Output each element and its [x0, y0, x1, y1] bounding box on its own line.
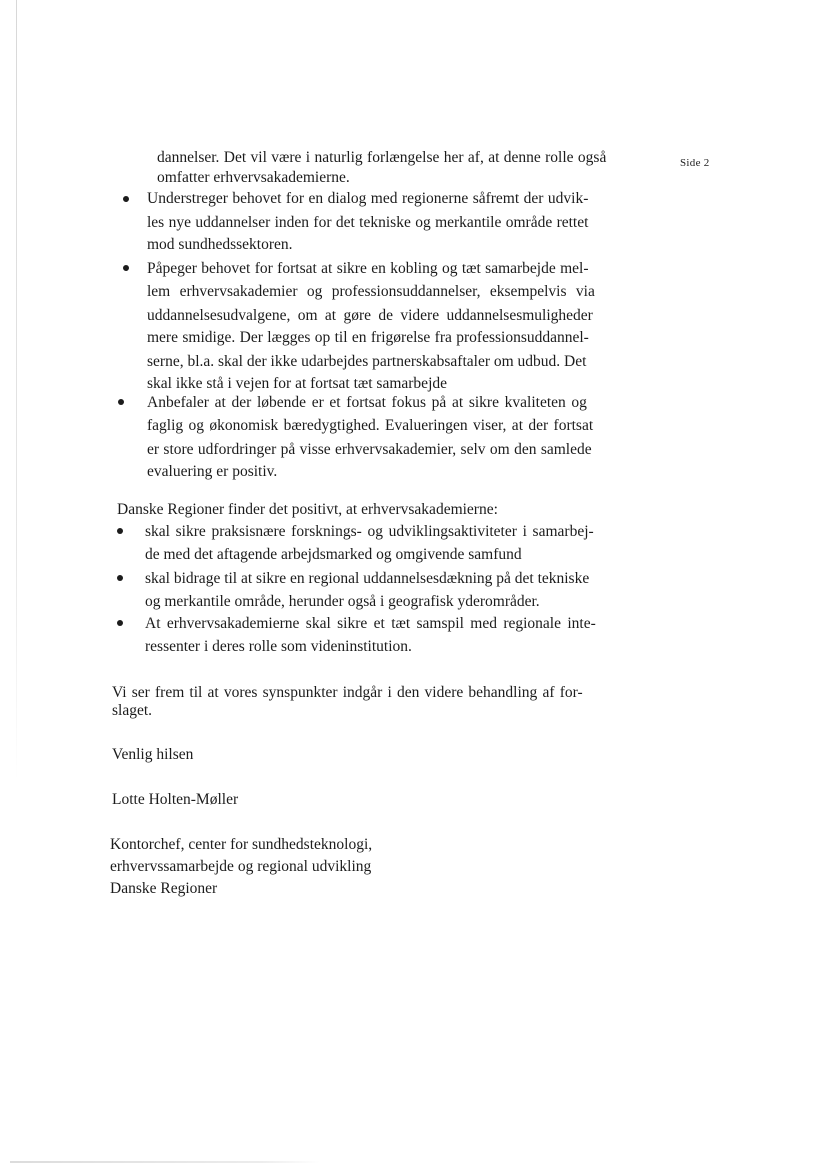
closing-paragraph-line: slaget.: [112, 702, 153, 719]
list-item-line: evaluering er positiv.: [147, 463, 278, 480]
list-item-line: lem erhvervsakademier og professionsuddannelser, eksempelvis via: [147, 283, 595, 300]
paragraph-line: omfatter erhvervsakademierne.: [157, 169, 350, 186]
list-item-line: og merkantile område, herunder også i geografisk yderområder.: [145, 593, 540, 610]
scan-edge-bottom: [10, 1161, 320, 1163]
list-item-line: ressenter i deres rolle som videninstitution.: [145, 638, 412, 655]
greeting: Venlig hilsen: [112, 746, 194, 763]
bullet-icon: [118, 399, 124, 405]
list-item-line: er store udfordringer på visse erhvervsakademier, selv om den samlede: [147, 441, 592, 458]
list-item-line: At erhvervsakademierne skal sikre et tæt samspil med regionale inte-: [145, 615, 596, 632]
bullet-icon: [123, 265, 129, 271]
signature-title-line: Danske Regioner: [110, 880, 218, 897]
list-item-line: skal sikre praksisnære forsknings- og udviklingsaktiviteter i samarbej-: [145, 523, 594, 540]
list-item-line: serne, bl.a. skal der ikke udarbejdes partnerskabsaftaler om udbud. Det: [147, 353, 587, 370]
bullet-icon: [117, 575, 123, 581]
list-item-line: les nye uddannelser inden for det tekniske og merkantile område rettet: [147, 214, 589, 231]
list-item-line: Understreger behovet for en dialog med regionerne såfremt der udvik-: [147, 190, 589, 207]
bullet-icon: [117, 620, 123, 626]
bullet-icon: [117, 528, 123, 534]
bullet-icon: [123, 196, 129, 202]
list-item-line: skal bidrage til at sikre en regional uddannelsesdækning på det tekniske: [145, 570, 590, 587]
list-item-line: mod sundhedssektoren.: [147, 236, 293, 253]
list-item-line: uddannelsesudvalgene, om at gøre de videre uddannelsesmuligheder: [147, 307, 593, 324]
list-item-line: de med det aftagende arbejdsmarked og omgivende samfund: [145, 546, 522, 563]
list-item-line: Påpeger behovet for fortsat at sikre en kobling og tæt samarbejde mel-: [147, 260, 589, 277]
list-item-line: faglig og økonomisk bæredygtighed. Evalueringen viser, at der fortsat: [147, 417, 594, 434]
list-item-line: Anbefaler at der løbende er et fortsat fokus på at sikre kvaliteten og: [147, 394, 587, 411]
scan-edge-left: [16, 0, 17, 780]
signature-name: Lotte Holten-Møller: [112, 791, 239, 808]
list-item-line: skal ikke stå i vejen for at fortsat tæt samarbejde: [147, 375, 448, 392]
closing-paragraph-line: Vi ser frem til at vores synspunkter indgår i den videre behandling af for-: [112, 684, 583, 701]
signature-title-line: Kontorchef, center for sundhedsteknologi,: [110, 836, 373, 853]
signature-title-line: erhvervssamarbejde og regional udvikling: [110, 858, 372, 875]
list-item-line: mere smidige. Der lægges op til en frigørelse fra professionsuddannel-: [147, 329, 589, 346]
paragraph-line: dannelser. Det vil være i naturlig forlængelse her af, at denne rolle også: [157, 149, 607, 166]
page-number: Side 2: [680, 157, 710, 169]
section-intro: Danske Regioner finder det positivt, at erhvervsakademierne:: [117, 501, 498, 518]
